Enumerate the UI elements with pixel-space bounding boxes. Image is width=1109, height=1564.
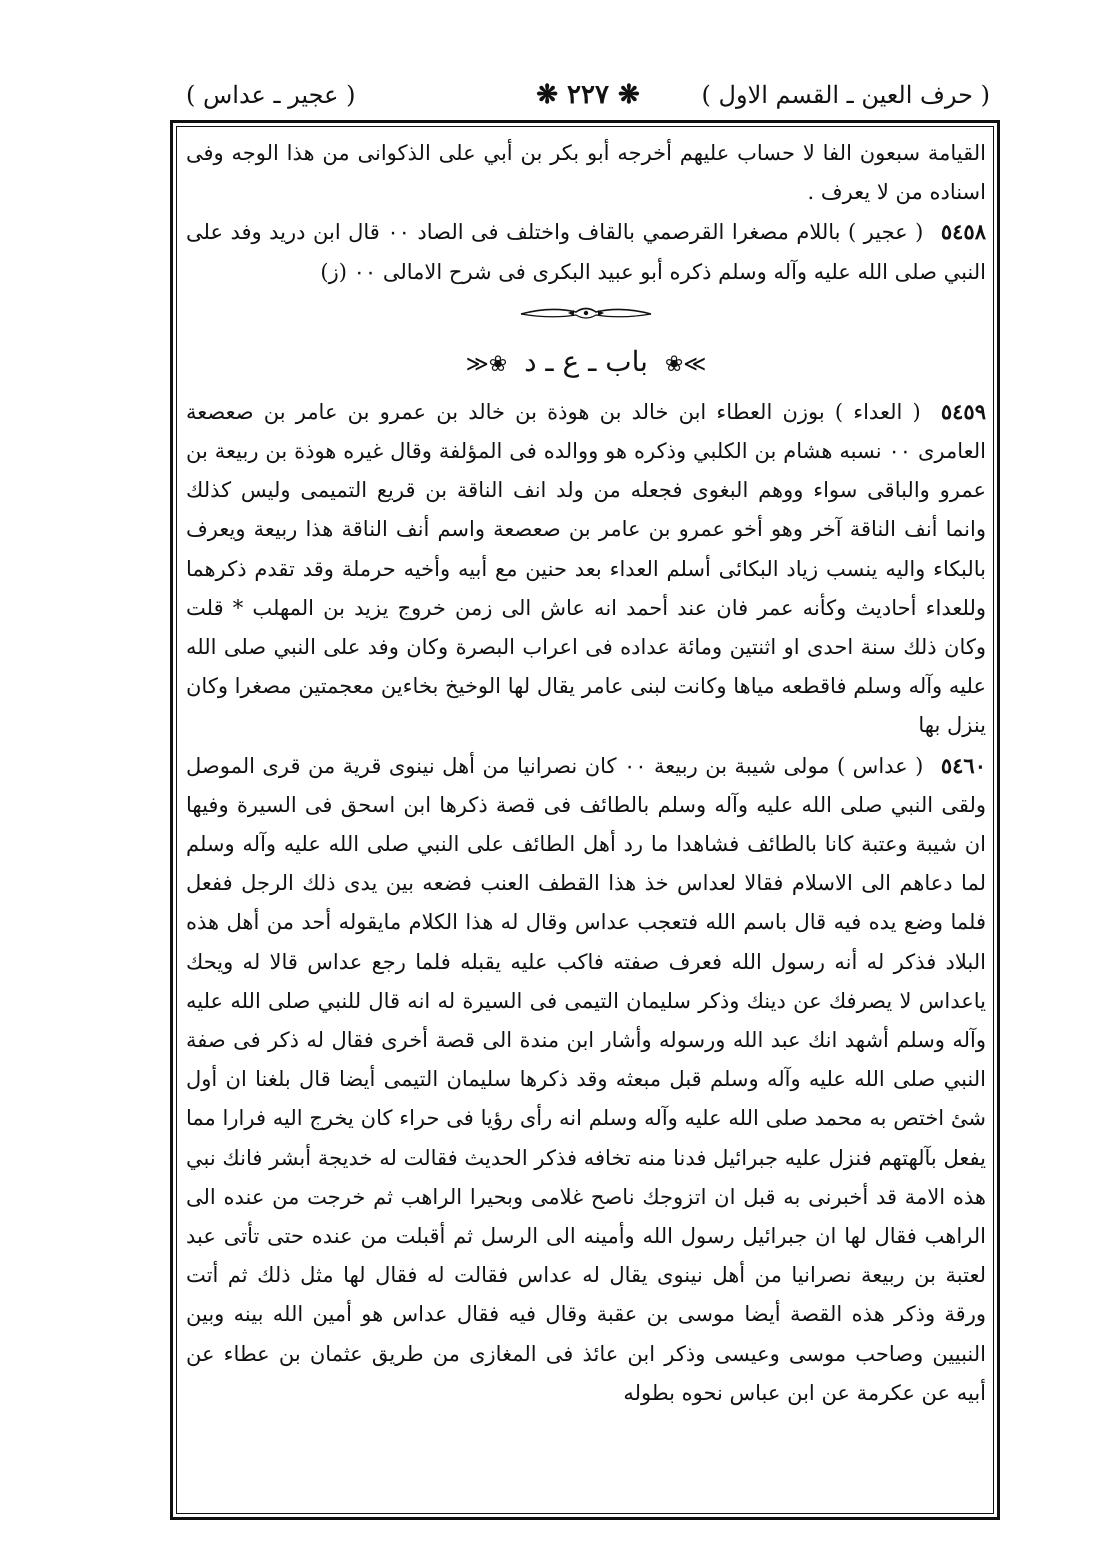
page-body [186, 134, 986, 1504]
chapter-title: باب ـ ع ـ د [524, 344, 648, 378]
running-title-right: ( حرف العين ـ القسم الاول ) [701, 81, 990, 109]
entry-text: ( العداء ) بوزن العطاء ابن خالد بن هوذة بن خالد بن عمرو بن عامر بن صعصعة العامرى ٠٠ نسبه هشام بن الكلبي وذكره هو ووالده فى المؤلفة وقال غيره هوذة بن ربيعة بن عمرو والباقى سواء ووهم البغوى فجعله من ولد انف الناقة بن قريع التميمى وليس كذلك وانما أنف الناقة آخر وهو أخو عمرو بن عامر بن صعصعة واسم أنف الناقة هذا ربيعة ويعرف بالبكاء واليه ينسب زياد البكائى أسلم العداء بعد حنين مع أبيه وأخيه حرملة وقد تقدم ذكرهما وللعداء أحاديث وكأنه عمر فان عند أحمد انه عاش الى زمن خروج يزيد بن المهلب * قلت وكان ذلك سنة احدى او اثنتين ومائة عداده فى اعراب البصرة وكان وفد على النبي صلى الله عليه وآله وسلم فاقطعه مياها وكانت لبنى عامر يقال لها الوخيخ بخاءين معجمتين مصغرا وكان ينزل بها [186, 399, 986, 738]
entry-text: ( عجير ) باللام مصغرا القرصمي بالقاف واختلف فى الصاد ٠٠ قال ابن دريد وفد على النبي صلى الله عليه وآله وسلم ذكره أبو عبيد البكرى فى شرح الامالى ٠٠ (ز) [186, 220, 986, 284]
entry-number: ٥٤٥٩ [940, 398, 986, 424]
entry-number: ٥٤٥٨ [940, 219, 986, 245]
entry-number: ٥٤٦٠ [940, 752, 986, 778]
entry-5458 [186, 212, 986, 291]
page-number: ❋ ٢٢٧ ❋ [536, 80, 640, 110]
entry-5459 [186, 392, 986, 746]
entry-5460 [186, 746, 986, 1413]
running-title-left: ( عجير ـ عداس ) [186, 81, 356, 109]
continuation-text: القيامة سبعون الفا لا حساب عليهم أخرجه أبو بكر بن أبي على الذكوانى من هذا الوجه وفى اسناده من لا يعرف . [186, 141, 986, 205]
section-divider-ornament [186, 292, 986, 332]
heading-ornament-right-icon: ❀≪ [664, 351, 707, 377]
chapter-heading [186, 332, 986, 392]
heading-ornament-left-icon: ≫❀ [465, 351, 508, 377]
entry-text: ( عداس ) مولى شيبة بن ربيعة ٠٠ كان نصرانيا من أهل نينوى قرية من قرى الموصل ولقى النبي صلى الله عليه وآله وسلم بالطائف فى قصة ذكرها ابن اسحق فى السيرة وفيها ان شيبة وعتبة كانا بالطائف فشاهدا ما رد أهل الطائف على النبي صلى الله عليه وآله وسلم لما دعاهم الى الاسلام فقالا لعداس خذ هذا القطف العنب فضعه بين يدى ذلك الرجل ففعل فلما وضع يده فيه قال باسم الله فتعجب عداس وقال له هذا الكلام مايقوله أحد من أهل هذه البلاد فذكر له أنه رسول الله فعرف صفته فاكب عليه يقبله فلما رجع عداس قالا له ويحك ياعداس لا يصرفك عن دينك وذكر سليمان التيمى فى السيرة له انه قال للنبي صلى الله عليه وآله وسلم أشهد انك عبد الله ورسوله وأشار ابن مندة الى قصة أخرى فقال له ذكر فى صفة النبي صلى الله عليه وآله وسلم قبل مبعثه وقد ذكرها سليمان التيمى أيضا قال بلغنا ان أول شئ اختص به محمد صلى الله عليه وآله وسلم انه رأى رؤيا فى حراء كان يخرج اليه فرارا مما يفعل بآلهتهم فنزل عليه جبرائيل فدنا منه تخافه فذكر الحديث فقالت له خديجة أبشر فانك نبي هذه الامة قد أخبرنى به قبل ان اتزوجك ناصح غلامى وبحيرا الراهب ثم خرجت من عنده الى الراهب فقال لها ان جبرائيل رسول الله وأمينه الى الرسل ثم أقبلت من عنده حتى تأتى عبد لعتبة بن ربيعة نصرانيا من أهل نينوى يقال له عداس فقالت له فقال لها مثل ذلك ثم أتت ورقة وذكر هذه القصة أيضا موسى بن عقبة وقال فيه فقال عداس هو أمين الله بينه وبين النبيين وصاحب موسى وعيسى وذكر ابن عائذ فى المغازى من طريق عثمان بن عطاء عن أبيه عن عكرمة عن ابن عباس نحوه بطوله [186, 753, 986, 1405]
page-header [186, 72, 990, 118]
divider-flourish-icon [516, 292, 656, 332]
